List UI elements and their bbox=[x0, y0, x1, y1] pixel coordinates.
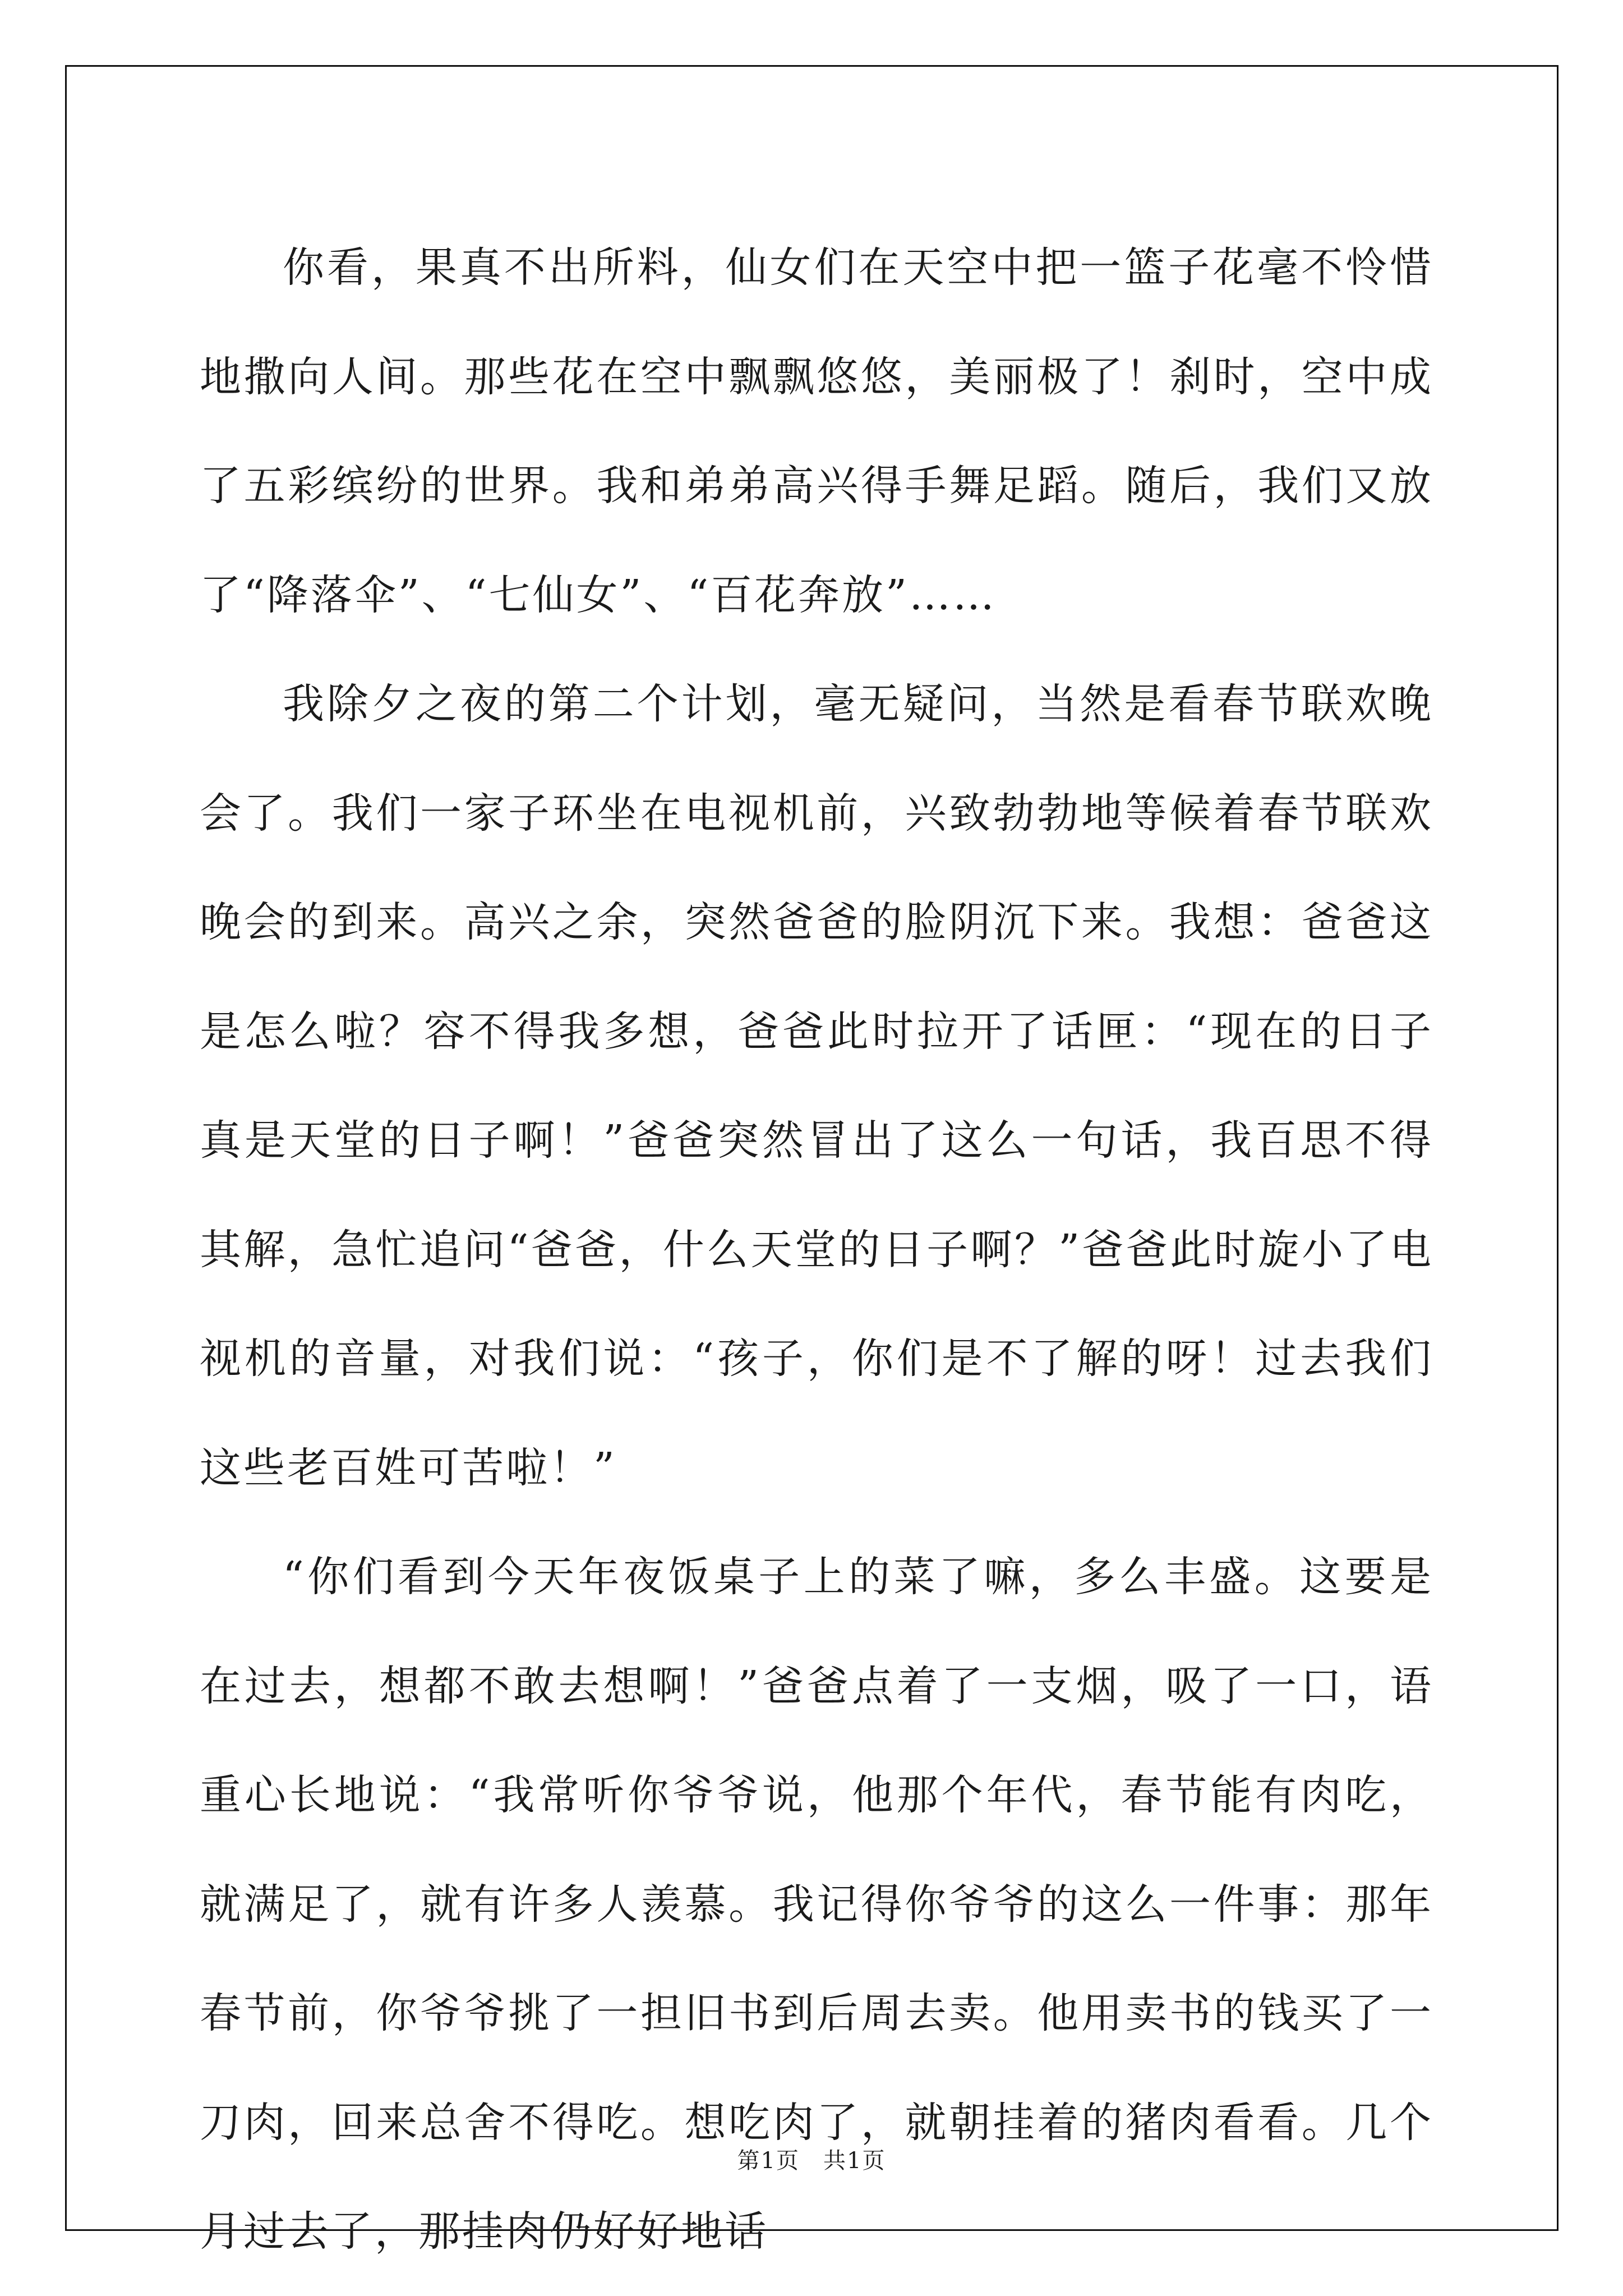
paragraph-1: 你看，果真不出所料，仙女们在天空中把一篮子花毫不怜惜地撒向人间。那些花在空中飘飘悠悠，美丽极了！刹时，空中成了五彩缤纷的世界。我和弟弟高兴得手舞足蹈。随后，我们又放了“降落伞”、“七仙女”、“百花奔放”…… bbox=[200, 243, 1433, 619]
document-body bbox=[200, 213, 1433, 2286]
paragraph-2: 我除夕之夜的第二个计划，毫无疑问，当然是看春节联欢晚会了。我们一家子环坐在电视机前，兴致勃勃地等候着春节联欢晚会的到来。高兴之余，突然爸爸的脸阴沉下来。我想：爸爸这是怎么啦？容不得我多想，爸爸此时拉开了话匣：“现在的日子真是天堂的日子啊！”爸爸突然冒出了这么一句话，我百思不得其解，急忙追问“爸爸，什么天堂的日子啊？”爸爸此时旋小了电视机的音量，对我们说：“孩子，你们是不了解的呀！过去我们这些老百姓可苦啦！” bbox=[200, 680, 1433, 1492]
paragraph-3: “你们看到今天年夜饭桌子上的菜了嘛，多么丰盛。这要是在过去，想都不敢去想啊！”爸爸点着了一支烟，吸了一口，语重心长地说：“我常听你爷爷说，他那个年代，春节能有肉吃，就满足了，就有许多人羡慕。我记得你爷爷的这么一件事：那年春节前，你爷爷挑了一担旧书到后周去卖。他用卖书的钱买了一刀肉，回来总舍不得吃。想吃肉了，就朝挂着的猪肉看看。几个月过去了，那挂肉仍好好地话 bbox=[200, 1553, 1433, 2256]
page-footer: 第1页 共1页 bbox=[737, 2148, 886, 2174]
